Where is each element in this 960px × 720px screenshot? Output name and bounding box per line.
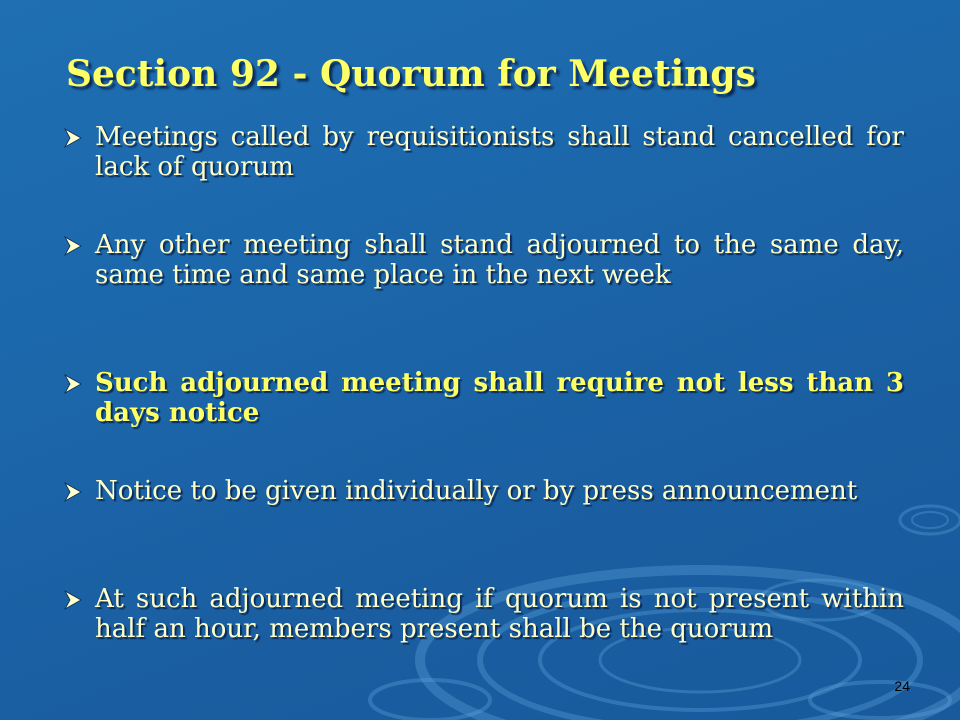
bullet-item <box>62 230 904 290</box>
arrow-bullet-icon <box>62 230 95 262</box>
arrow-bullet-icon <box>62 476 95 508</box>
bullet-text: Such adjourned meeting shall require not less than 3 days notice <box>95 368 904 428</box>
arrow-bullet-icon <box>62 584 95 616</box>
page-number: 24 <box>894 678 910 694</box>
bullet-item <box>62 368 904 428</box>
bullet-item <box>62 584 904 644</box>
slide-title: Section 92 - Quorum for Meetings <box>66 53 756 95</box>
bullet-item <box>62 476 904 508</box>
bullet-text: Meetings called by requisitionists shall stand cancelled for lack of quorum <box>95 122 904 182</box>
bullet-text: Notice to be given individually or by press announcement <box>95 476 858 506</box>
bullet-text: At such adjourned meeting if quorum is not present within half an hour, members present shall be the quorum <box>95 584 904 644</box>
bullet-item <box>62 122 904 182</box>
arrow-bullet-icon <box>62 122 95 154</box>
arrow-bullet-icon <box>62 368 95 400</box>
bullet-text: Any other meeting shall stand adjourned to the same day, same time and same place in the next week <box>95 230 904 290</box>
